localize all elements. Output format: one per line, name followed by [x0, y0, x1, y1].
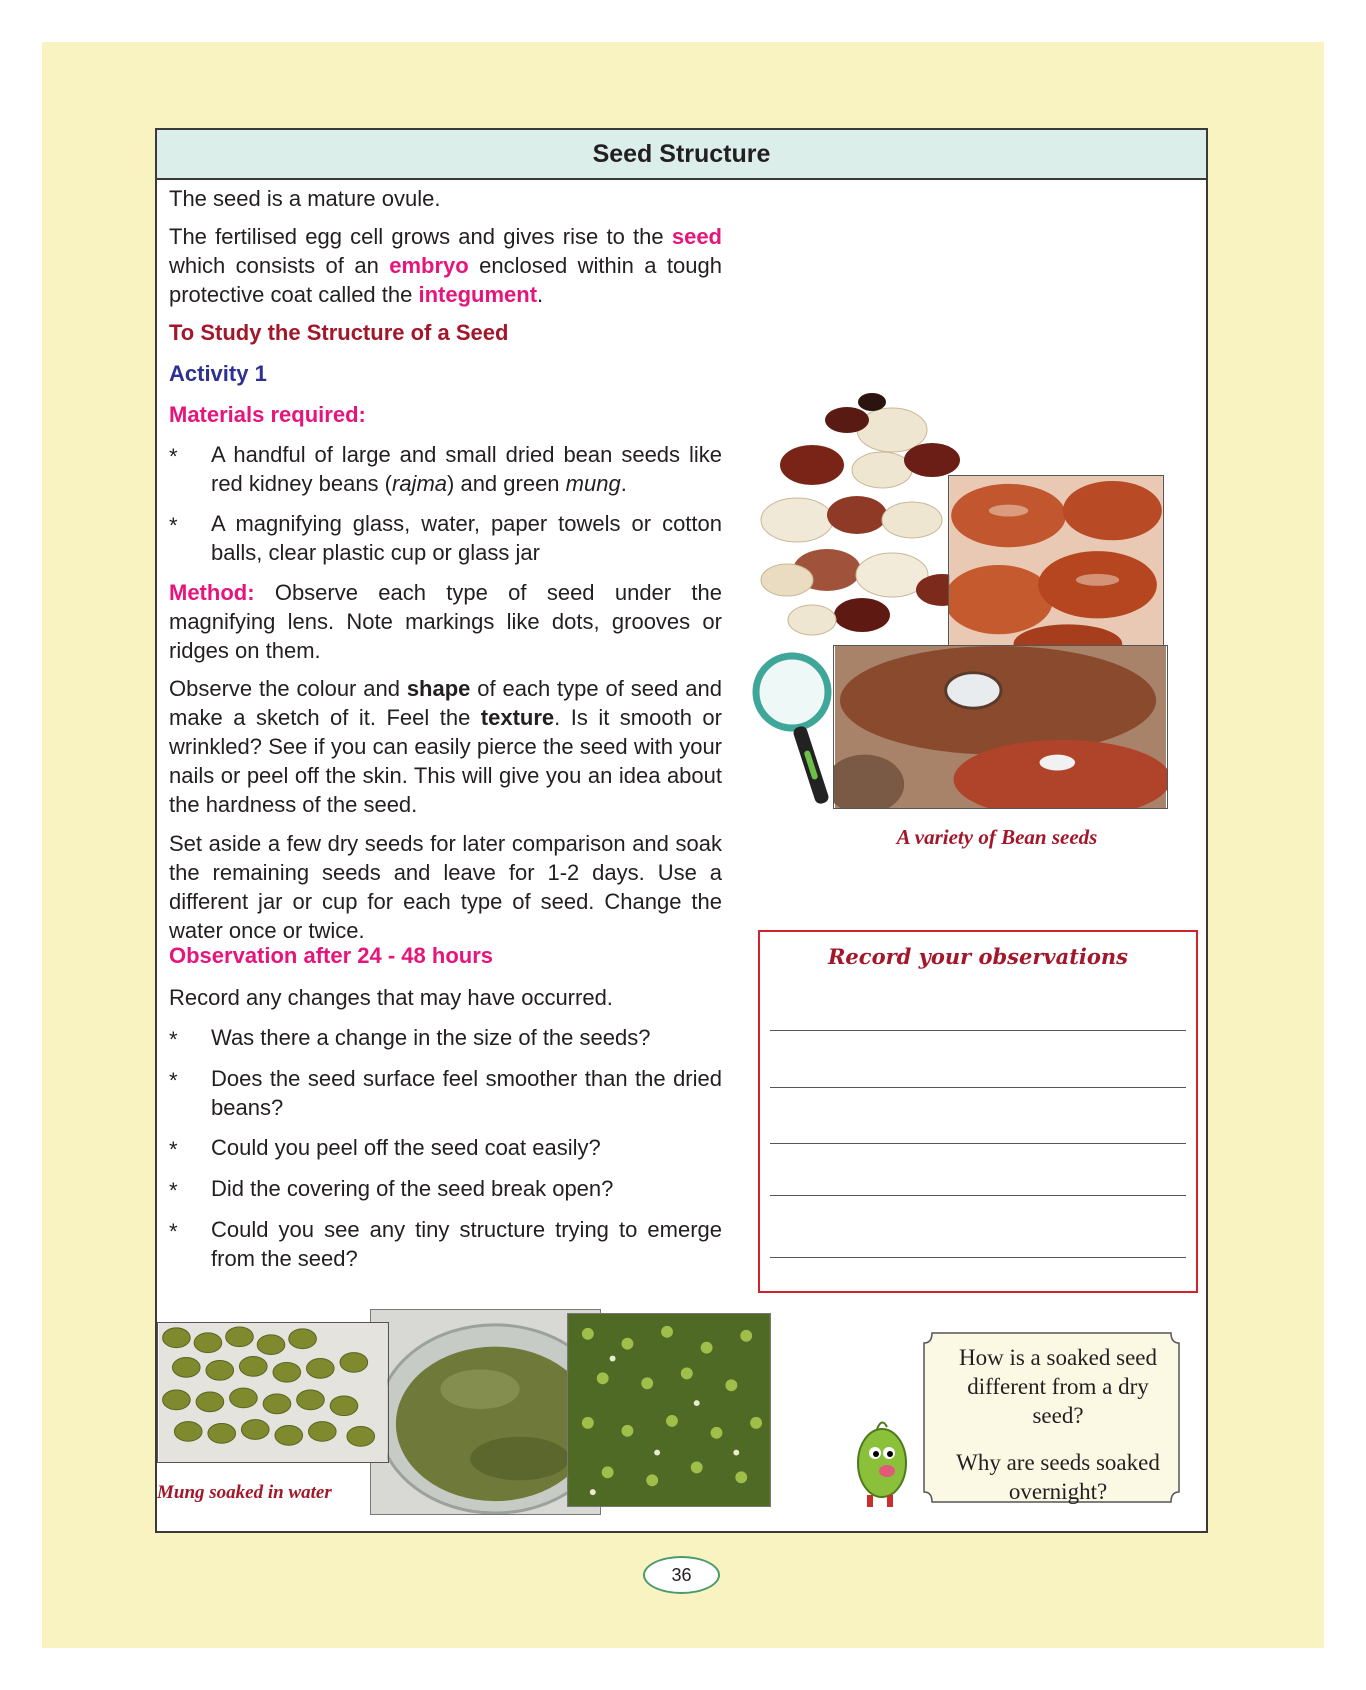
term-embryo: embryo: [389, 253, 469, 278]
materials-heading: Materials required:: [169, 402, 366, 427]
term-integument: integument: [418, 282, 538, 307]
soaked-mung-image: [567, 1313, 771, 1507]
observation-question: * Could you see any tiny structure trying to emerge from the seed?: [169, 1217, 722, 1271]
observation-question: * Was there a change in the size of the seeds?: [169, 1025, 651, 1052]
term-seed: seed: [671, 224, 722, 249]
study-heading: To Study the Structure of a Seed: [169, 320, 509, 345]
observation-intro: Record any changes that may have occurred.: [169, 985, 613, 1010]
materials-item: * A handful of large and small dried bean seeds like red kidney beans (rajma) and green mung.: [169, 442, 722, 496]
intro-paragraph: The fertilised egg cell grows and gives rise to the seed which consists of an embryo enclosed within a tough protective coat called the integument.: [169, 224, 722, 307]
question-box: [920, 1329, 1183, 1506]
answer-line[interactable]: [770, 1257, 1186, 1258]
answer-line[interactable]: [770, 1195, 1186, 1196]
magnifying-glass-icon: [752, 650, 837, 810]
dry-mung-seeds-image: [157, 1322, 389, 1463]
activity-label: Activity 1: [169, 361, 267, 386]
record-observations-box: [758, 930, 1198, 1293]
content-frame: [155, 128, 1208, 1533]
observation-question: * Did the covering of the seed break open?: [169, 1176, 614, 1203]
observation-question: * Could you peel off the seed coat easily?: [169, 1135, 601, 1162]
method-paragraph-2: Observe the colour and shape of each type of seed and make a sketch of it. Feel the texture. Is it smooth or wrinkled? See if you can easily pierce the seed with your nails or peel off the skin. This will give you an idea about the hardness of the seed.: [169, 676, 722, 817]
method-label: Method:: [169, 580, 255, 605]
method-paragraph: Method: Observe each type of seed under the magnifying lens. Note markings like dots, grooves or ridges on them.: [169, 580, 722, 663]
bean-caption: A variety of Bean seeds: [896, 825, 1098, 849]
observation-question: * Does the seed surface feel smoother than the dried beans?: [169, 1066, 722, 1120]
red-beans-closeup-image: [948, 475, 1164, 656]
seed-mascot-icon: [847, 1415, 922, 1510]
observation-heading: Observation after 24 - 48 hours: [169, 943, 493, 968]
answer-line[interactable]: [770, 1030, 1186, 1031]
answer-line[interactable]: [770, 1087, 1186, 1088]
intro-definition: The seed is a mature ovule.: [169, 186, 441, 211]
question-2: Why are seeds soaked overnight?: [956, 1450, 1160, 1504]
section-title: Seed Structure: [157, 130, 1206, 180]
record-observations-title: Record your observations: [827, 944, 1129, 969]
bean-hilum-closeup-image: [833, 645, 1168, 809]
answer-line[interactable]: [770, 1143, 1186, 1144]
question-1: How is a soaked seed different from a dry seed?: [958, 1345, 1157, 1428]
method-paragraph-3: Set aside a few dry seeds for later comparison and soak the remaining seeds and leave for 1-2 days. Use a different jar or cup for each type of seed. Change the water once or twice.: [169, 831, 722, 943]
page-number: 36: [643, 1556, 720, 1594]
materials-item: * A magnifying glass, water, paper towels or cotton balls, clear plastic cup or glass jar: [169, 511, 722, 565]
mung-caption: Mung soaked in water: [157, 1482, 332, 1503]
question-text: [948, 1343, 1168, 1506]
